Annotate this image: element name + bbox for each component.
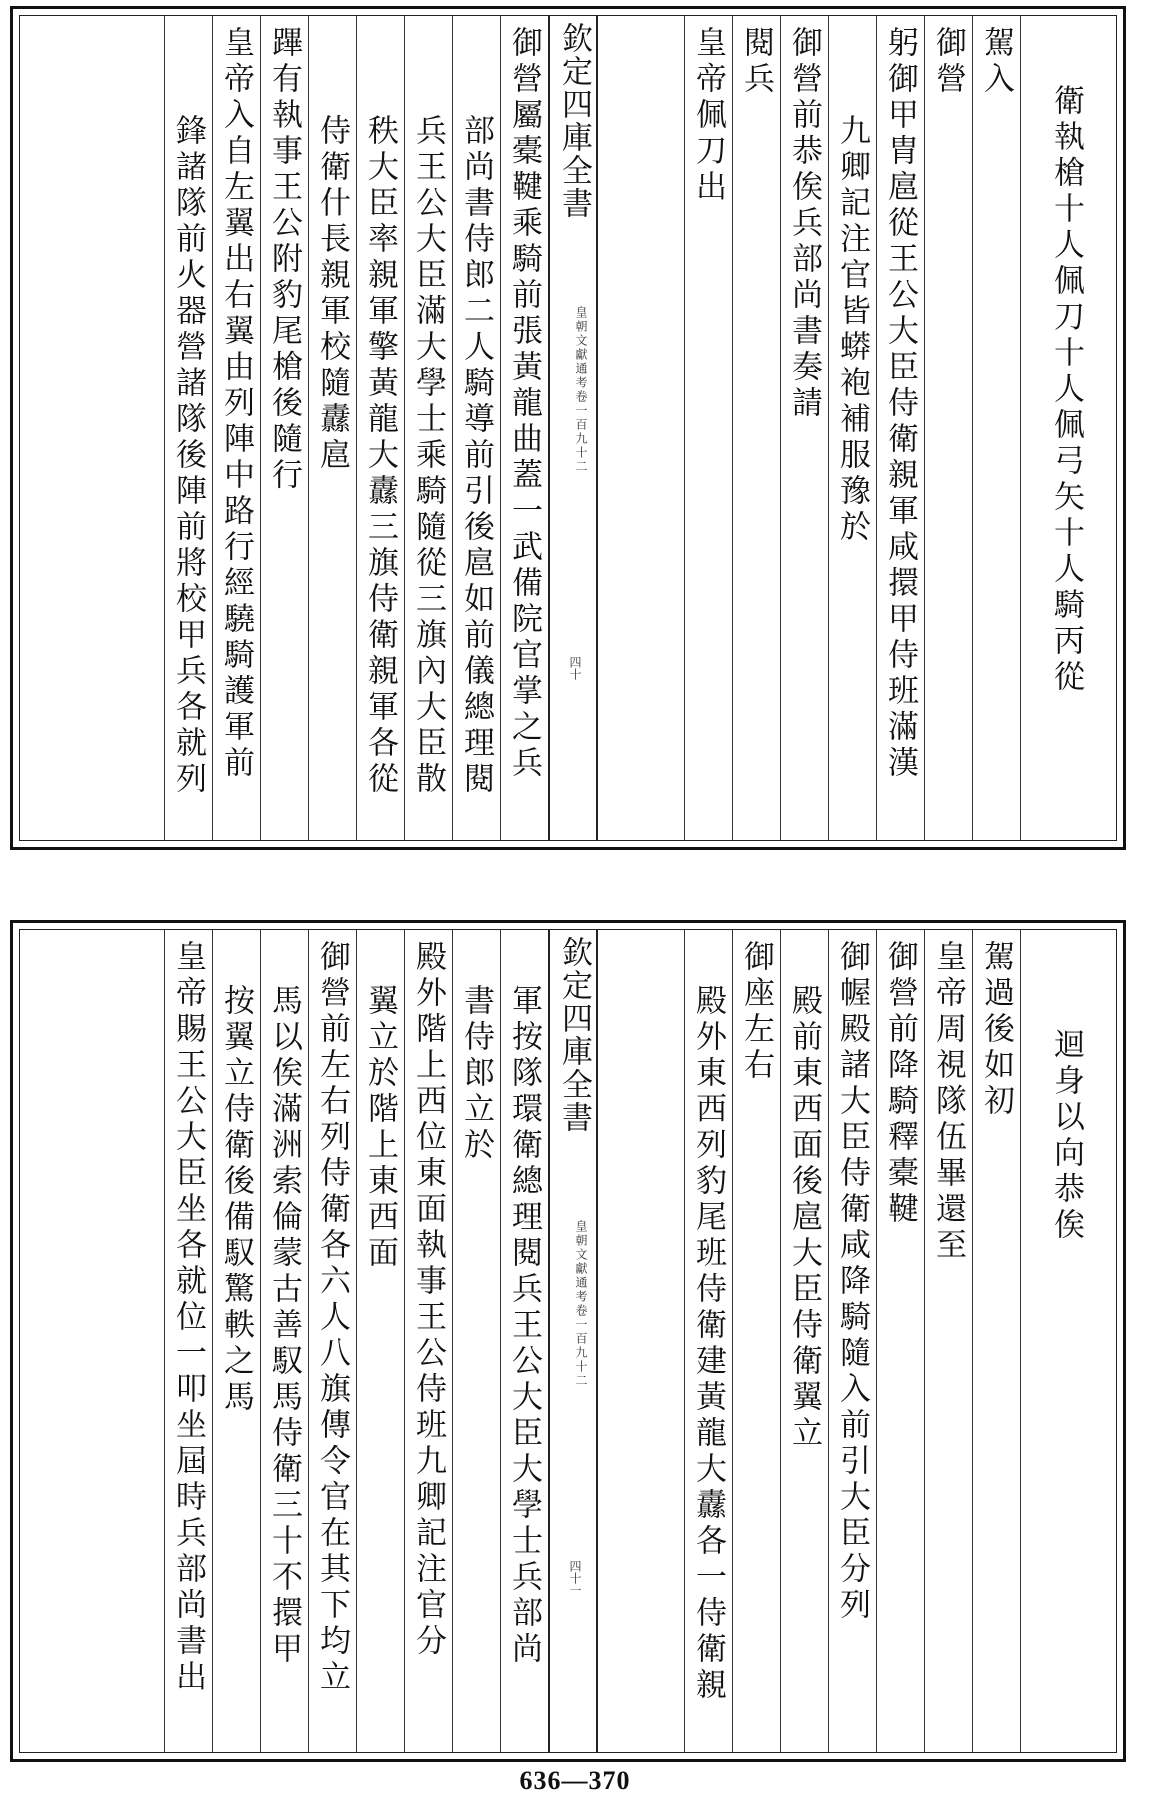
column-text: 御營前恭俟兵部尚書奏請 — [786, 26, 822, 422]
column-text: 殿外階上西位東面執事王公侍班九卿記注官分 — [410, 940, 446, 1660]
text-column — [164, 930, 213, 1752]
text-column — [972, 930, 1021, 1752]
column-text: 皇帝賜王公大臣坐各就位一叩坐屆時兵部尚書出 — [170, 940, 206, 1696]
text-column — [732, 930, 781, 1752]
text-column — [164, 16, 213, 840]
text-column — [1020, 16, 1115, 840]
column-text: 閱兵 — [738, 26, 774, 98]
column-text: 馬以俟滿洲索倫蒙古善馭馬侍衛三十不擐甲 — [266, 984, 302, 1668]
text-column — [500, 16, 549, 840]
text-column — [260, 930, 309, 1752]
column-text: 皇帝佩刀出 — [690, 26, 726, 206]
margin-book-title: 欽定四庫全書 — [556, 22, 592, 220]
column-text: 部尚書侍郎二人騎導前引後扈如前儀總理閱 — [458, 114, 494, 798]
text-column — [876, 930, 925, 1752]
column-text: 殿前東西面後扈大臣侍衛翼立 — [786, 984, 822, 1452]
text-column — [924, 930, 973, 1752]
text-column — [972, 16, 1021, 840]
empty-columns — [20, 16, 164, 840]
text-column — [1020, 930, 1115, 1752]
text-column — [780, 930, 829, 1752]
text-column — [308, 16, 357, 840]
column-text: 蹕有執事王公附豹尾槍後隨行 — [266, 26, 302, 494]
column-text: 侍衛什長親軍校隨纛扈 — [314, 114, 350, 474]
text-column — [260, 16, 309, 840]
margin-source-title: 皇朝文獻通考卷一百九十二 — [574, 306, 588, 474]
column-text: 軍按隊環衛總理閱兵王公大臣大學士兵部尚 — [506, 984, 542, 1668]
column-text: 駕過後如初 — [978, 940, 1014, 1120]
column-text: 御營 — [930, 26, 966, 98]
page-margin-strip — [548, 16, 598, 840]
text-column — [876, 16, 925, 840]
column-text: 衛執槍十人佩刀十人佩弓矢十人騎丙從 — [1048, 84, 1084, 696]
column-text: 書侍郎立於 — [458, 984, 494, 1164]
bottom-page-frame — [19, 929, 1117, 1753]
column-text: 迴身以向恭俟 — [1048, 1028, 1084, 1244]
column-text: 御營前降騎釋橐鞬 — [882, 940, 918, 1228]
text-column — [308, 930, 357, 1752]
column-text: 御營前左右列侍衛各六人八旗傳令官在其下均立 — [314, 940, 350, 1696]
text-column — [780, 16, 829, 840]
column-text: 皇帝周視隊伍畢還至 — [930, 940, 966, 1264]
text-column — [924, 16, 973, 840]
column-text: 兵王公大臣滿大學士乘騎隨從三旗內大臣散 — [410, 114, 446, 798]
top-page-frame — [19, 15, 1117, 841]
column-text: 御營屬橐鞬乘騎前張黃龍曲蓋一武備院官掌之兵 — [506, 26, 542, 782]
column-text: 翼立於階上東西面 — [362, 984, 398, 1272]
top-page — [10, 6, 1126, 850]
text-column — [404, 16, 453, 840]
page-margin-strip — [548, 930, 598, 1752]
text-column — [732, 16, 781, 840]
text-column — [356, 930, 405, 1752]
margin-source-title: 皇朝文獻通考卷一百九十二 — [574, 1220, 588, 1388]
column-text: 御幄殿諸大臣侍衛咸降騎隨入前引大臣分列 — [834, 940, 870, 1624]
empty-columns — [20, 930, 164, 1752]
text-column — [356, 16, 405, 840]
text-column — [684, 930, 733, 1752]
margin-page-number: 四十一 — [568, 1560, 582, 1596]
page-footer-number: 636—370 — [519, 1766, 631, 1795]
text-column — [452, 16, 501, 840]
column-text: 皇帝入自左翼出右翼由列陣中路行經驍騎護軍前 — [218, 26, 254, 782]
text-column — [212, 930, 261, 1752]
column-text: 九卿記注官皆蟒袍補服豫於 — [834, 114, 870, 546]
column-text: 秩大臣率親軍擎黃龍大纛三旗侍衛親軍各從 — [362, 114, 398, 798]
column-text: 御座左右 — [738, 940, 774, 1084]
text-column — [684, 16, 733, 840]
text-column — [404, 930, 453, 1752]
margin-page-number: 四十 — [568, 656, 582, 680]
text-column — [452, 930, 501, 1752]
column-text: 鋒諸隊前火器營諸隊後陣前將校甲兵各就列 — [170, 114, 206, 798]
bottom-page — [10, 920, 1126, 1762]
column-text: 躬御甲胄扈從王公大臣侍衛親軍咸擐甲侍班滿漢 — [882, 26, 918, 782]
text-column — [828, 16, 877, 840]
column-text: 殿外東西列豹尾班侍衛建黃龍大纛各一侍衛親 — [690, 984, 726, 1704]
text-column — [828, 930, 877, 1752]
column-text: 按翼立侍衛後備馭驚軼之馬 — [218, 984, 254, 1416]
column-text: 駕入 — [978, 26, 1014, 98]
text-column — [500, 930, 549, 1752]
margin-book-title: 欽定四庫全書 — [556, 936, 592, 1134]
text-column — [212, 16, 261, 840]
